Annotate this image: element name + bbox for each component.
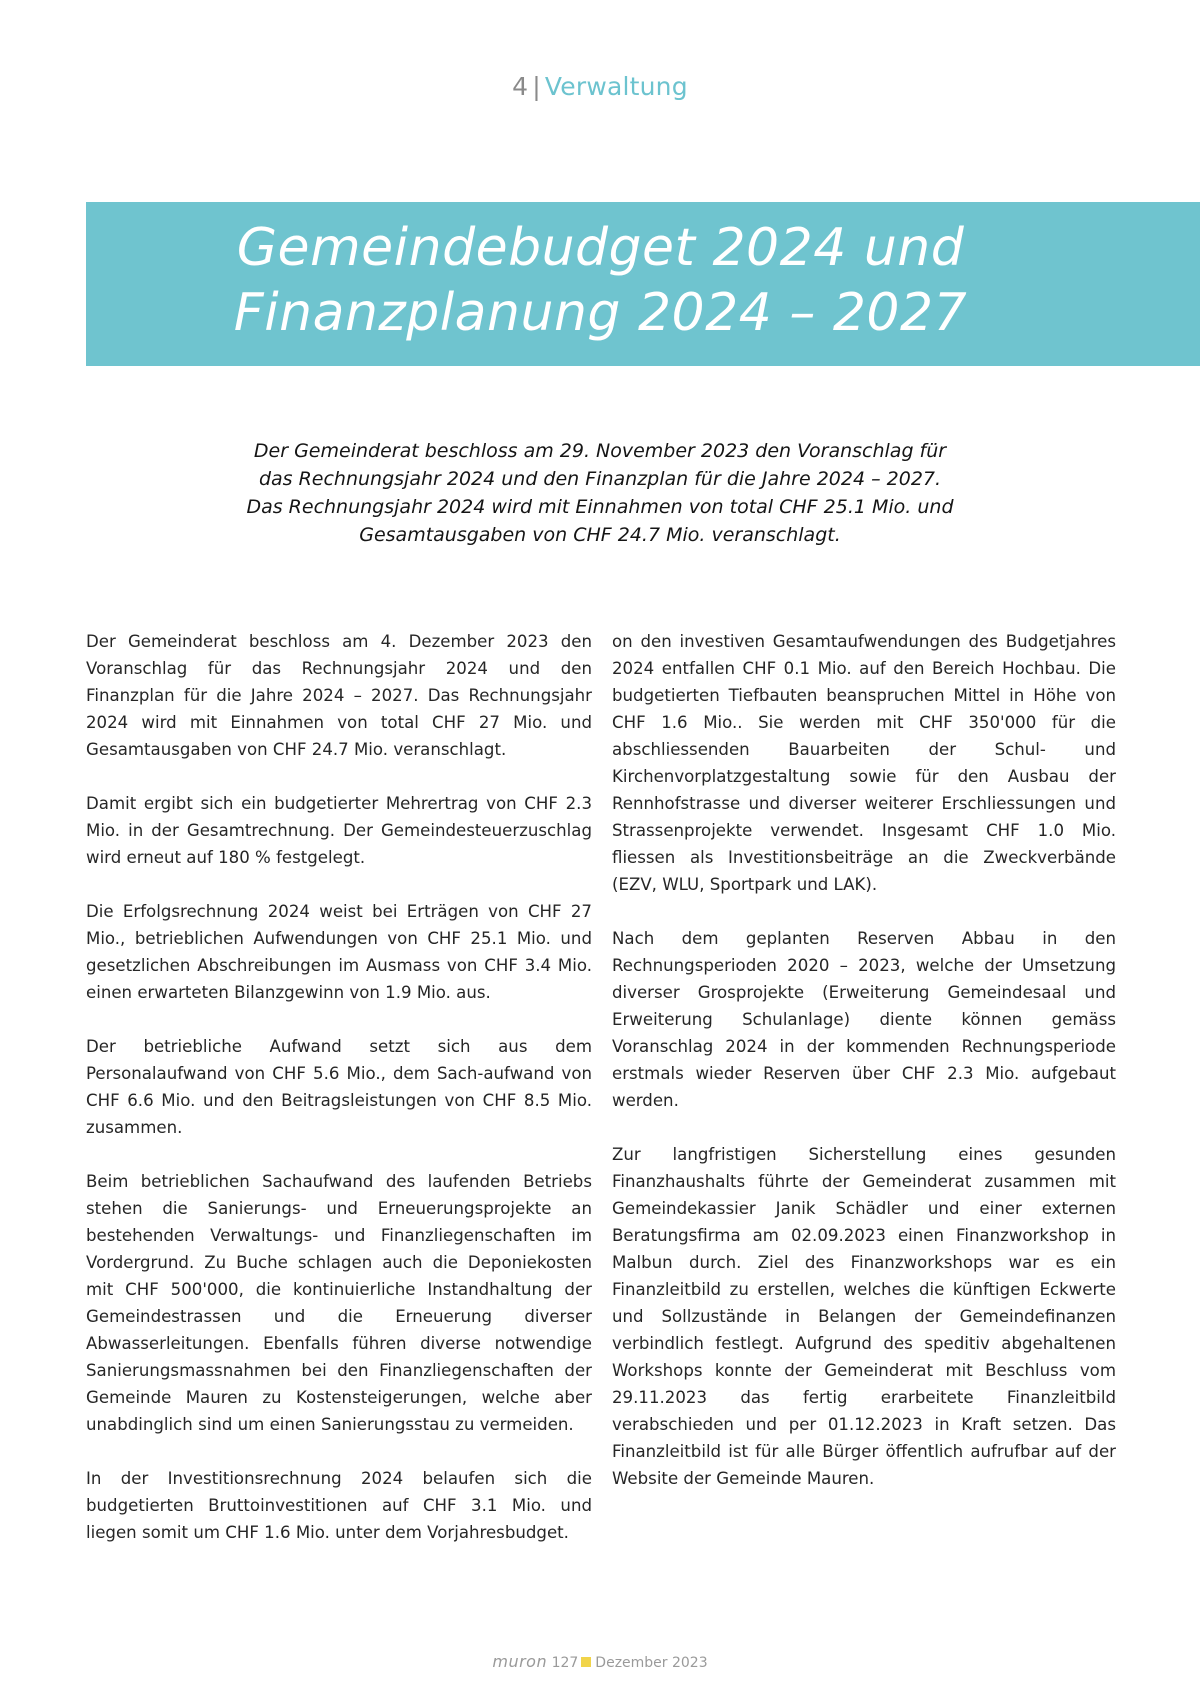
body-paragraph: Zur langfristigen Sicherstellung eines gesunden Finanzhaushalts führte der Gemeinderat zusammen mit Gemeindekassier Janik Schädler und einer externen Beratungsfirma am 02.09.2023 einen Finanzworkshop in Malbun durch. Ziel des Finanzworkshops war es ein Finanzleitbild zu erstellen, welches die künftigen Eckwerte und Sollzustände in Belangen der Gemeindefinanzen verbindlich festlegt. Aufgrund des speditiv abgehaltenen Workshops konnte der Gemeinderat mit Beschluss vom 29.11.2023 das fertig erarbeitete Finanzleitbild verabschieden und per 01.12.2023 in Kraft setzen. Das Finanzleitbild ist für alle Bürger öffentlich aufrufbar auf der Website der Gemeinde Mauren. — [612, 1145, 1116, 1488]
section-name: Verwaltung — [544, 72, 688, 101]
square-icon — [581, 1657, 591, 1667]
lead-paragraph — [200, 437, 1000, 549]
lead-line: das Rechnungsjahr 2024 und den Finanzplan für die Jahre 2024 – 2027. — [258, 468, 942, 490]
page-title-line-2: Finanzplanung 2024 – 2027 — [233, 283, 968, 343]
body-paragraph: Damit ergibt sich ein budgetierter Mehrertrag von CHF 2.3 Mio. in der Gesamtrechnung. Der Gemeindesteuerzuschlag wird erneut auf 180 % festgelegt. — [86, 794, 592, 867]
body-column-left — [86, 628, 592, 1573]
body-column-right — [612, 628, 1116, 1519]
lead-line: Der Gemeinderat beschloss am 29. November 2023 den Voranschlag für — [253, 440, 947, 462]
issue-number: 127 — [551, 1655, 579, 1671]
magazine-brand: muron — [492, 1652, 548, 1671]
lead-line: Gesamtausgaben von CHF 24.7 Mio. veranschlagt. — [359, 524, 841, 546]
body-paragraph: on den investiven Gesamtaufwendungen des Budgetjahres 2024 entfallen CHF 0.1 Mio. auf den Bereich Hochbau. Die budgetierten Tiefbauten beanspruchen Mittel in Höhe von CHF 1.6 Mio.. Sie werden mit CHF 350'000 für die abschliessenden Bauarbeiten der Schul- und Kirchenvorplatzgestaltung sowie für den Ausbau der Rennhofstrasse und diverser weiterer Erschliessungen und Strassenprojekte verwendet. Insgesamt CHF 1.0 Mio. fliessen als Investitionsbeiträge an die Zweckverbände (EZV, WLU, Sportpark und LAK). — [612, 632, 1116, 894]
page-footer — [0, 1652, 1200, 1671]
body-paragraph: Die Erfolgsrechnung 2024 weist bei Erträgen von CHF 27 Mio., betrieblichen Aufwendungen von CHF 25.1 Mio. und gesetzlichen Abschreibungen im Ausmass von CHF 3.4 Mio. einen erwarteten Bilanzgewinn von 1.9 Mio. aus. — [86, 902, 592, 1002]
running-header — [0, 72, 1200, 101]
header-separator: | — [532, 72, 541, 101]
page-number: 4 — [512, 72, 529, 101]
lead-line: Das Rechnungsjahr 2024 wird mit Einnahmen von total CHF 25.1 Mio. und — [246, 496, 954, 518]
body-paragraph: Nach dem geplanten Reserven Abbau in den Rechnungsperioden 2020 – 2023, welche der Umsetzung diverser Grosprojekte (Erweiterung Gemeindesaal und Erweiterung Schulanlage) diente können gemäss Voranschlag 2024 in der kommenden Rechnungsperiode erstmals wieder Reserven über CHF 2.3 Mio. aufgebaut werden. — [612, 929, 1116, 1110]
issue-date: Dezember 2023 — [595, 1655, 708, 1671]
body-paragraph: Der Gemeinderat beschloss am 4. Dezember 2023 den Voranschlag für das Rechnungsjahr 2024 und den Finanzplan für die Jahre 2024 – 2027. Das Rechnungsjahr 2024 wird mit Einnahmen von total CHF 27 Mio. und Gesamtausgaben von CHF 24.7 Mio. veranschlagt. — [86, 632, 592, 759]
title-banner — [86, 202, 1200, 366]
page-title — [86, 216, 1115, 346]
body-paragraph: Beim betrieblichen Sachaufwand des laufenden Betriebs stehen die Sanierungs- und Erneuerungsprojekte an bestehenden Verwaltungs- und Finanzliegenschaften im Vordergrund. Zu Buche schlagen auch die Deponiekosten mit CHF 500'000, die kontinuierliche Instandhaltung der Gemeindestrassen und die Erneuerung diverser Abwasserleitungen. Ebenfalls führen diverse notwendige Sanierungsmassnahmen bei den Finanzliegenschaften der Gemeinde Mauren zu Kostensteigerungen, welche aber unabdinglich sind um einen Sanierungsstau zu vermeiden. — [86, 1172, 592, 1434]
body-paragraph: Der betriebliche Aufwand setzt sich aus dem Personalaufwand von CHF 5.6 Mio., dem Sach-aufwand von CHF 6.6 Mio. und den Beitragsleistungen von CHF 8.5 Mio. zusammen. — [86, 1037, 592, 1137]
body-paragraph: In der Investitionsrechnung 2024 belaufen sich die budgetierten Bruttoinvestitionen auf CHF 3.1 Mio. und liegen somit um CHF 1.6 Mio. unter dem Vorjahresbudget. — [86, 1469, 592, 1542]
page-title-line-1: Gemeindebudget 2024 und — [236, 218, 965, 278]
